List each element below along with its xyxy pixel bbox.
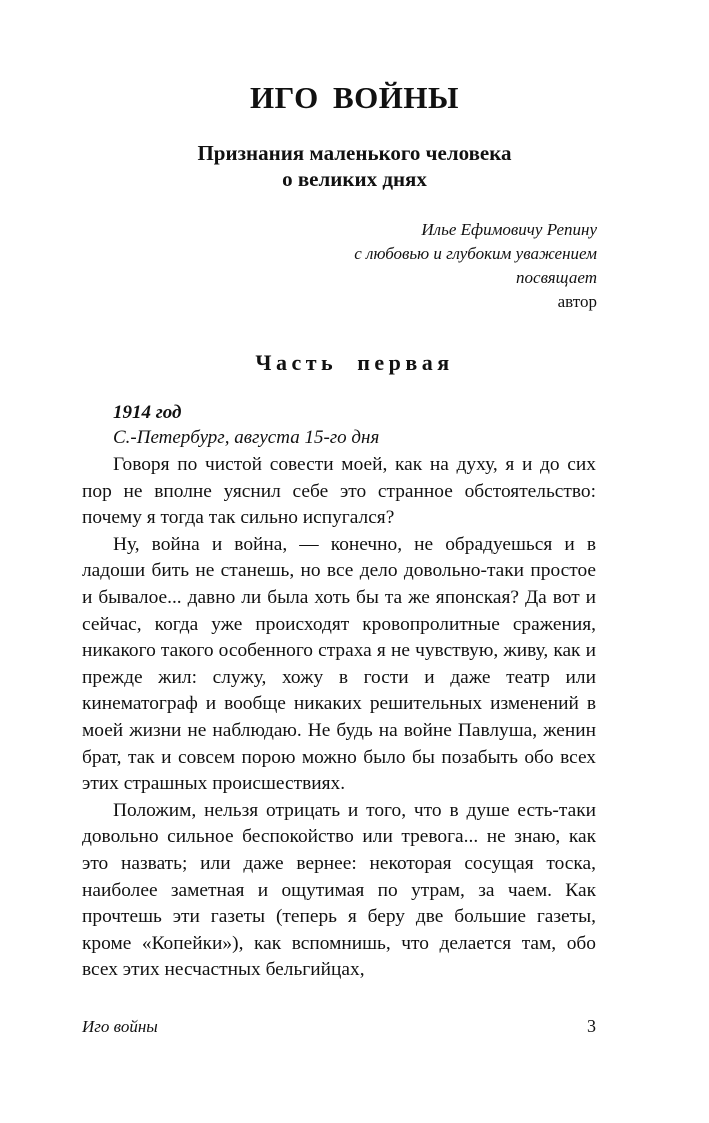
dedication-line-3: посвящает (516, 268, 597, 287)
entry-heading (113, 400, 379, 450)
dedication-line-2: с любовью и глубоким уважением (354, 244, 597, 263)
subtitle-line-2: о великих днях (282, 167, 427, 191)
subtitle-line-1: Признания маленького человека (197, 141, 512, 165)
page-number: 3 (587, 1016, 596, 1036)
running-title: Иго войны (82, 1017, 158, 1036)
part-title: Часть первая (255, 350, 454, 375)
body-text (82, 452, 596, 984)
paragraph: Положим, нельзя отрицать и того, что в душе есть-таки довольно сильное беспокойство или тревога... не знаю, как это назвать; или даже вернее: некоторая сосущая тоска, наиболее заметная и ощутимая по утрам, за чаем. Как прочтешь эти газеты (теперь я беру две большие газеты, кроме «Копейки»), как вспомнишь, что делается там, обо всех этих несчастных бельгийцах, (82, 799, 596, 981)
book-subtitle (0, 140, 709, 192)
dedication-line-1: Илье Ефимовичу Репину (421, 220, 597, 239)
entry-year: 1914 год (113, 402, 182, 423)
book-title: ИГО ВОЙНЫ (250, 80, 459, 115)
paragraph: Говоря по чистой совести моей, как на духу, я и до сих пор не вполне уяснил себе это странное обстоятельство: почему я тогда так сильно испугался? (82, 454, 596, 529)
dedication-author: автор (557, 292, 597, 311)
paragraph: Ну, война и война, — конечно, не обрадуешься и в ладоши бить не станешь, но все дело довольно-таки простое и бывалое... давно ли была хоть бы та же японская? Да вот и сейчас, когда уже происходят кровопролитные сражения, никакого такого особенного страха я не чувствую, живу, как и прежде жил: служу, хожу в гости и даже театр или кинематограф и вообще никаких решительных изменений в моей жизни не наблюдаю. Не будь на войне Павлуша, женин брат, так и совсем порою можно было бы позабыть обо всех этих страшных происшествиях. (82, 533, 596, 795)
entry-place-date: С.-Петербург, августа 15-го дня (113, 427, 380, 448)
dedication (354, 218, 597, 314)
